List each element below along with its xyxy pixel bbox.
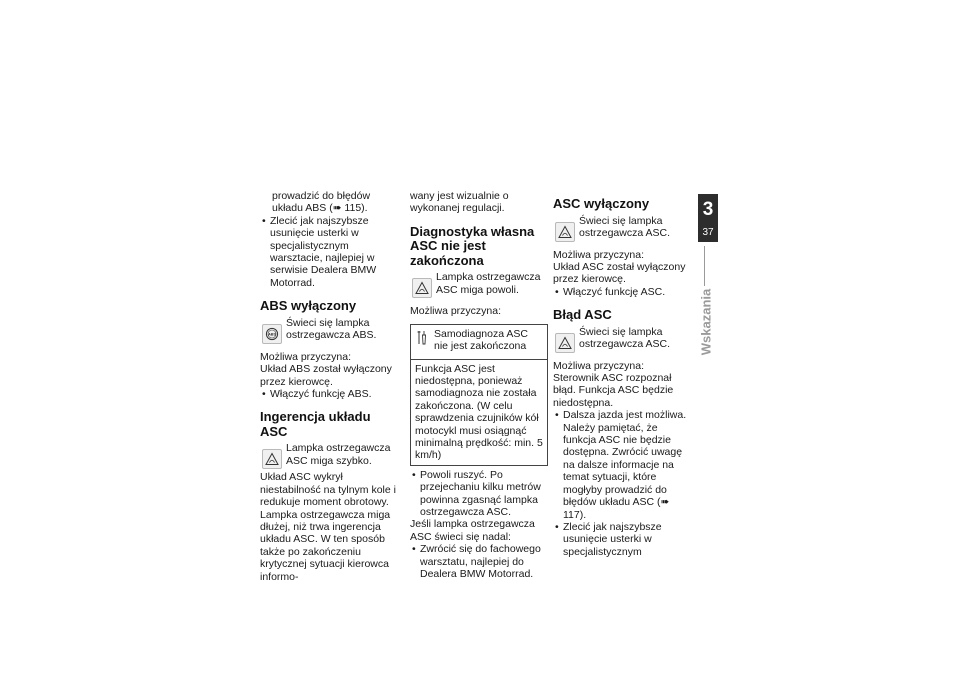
bullet-item: • Zwrócić się do fachowego warsztatu, najlepiej do Dealera BMW Motorrad. bbox=[410, 543, 550, 580]
asc-warning-icon bbox=[412, 278, 432, 298]
asc-warning-icon bbox=[555, 222, 575, 242]
column-1 bbox=[260, 190, 400, 583]
abs-warning-icon bbox=[262, 324, 282, 344]
section-heading-asc-off: ASC wyłączony bbox=[553, 196, 650, 211]
wrench-screwdriver-icon bbox=[416, 330, 430, 353]
svg-text:ABS: ABS bbox=[268, 332, 276, 337]
lamp-text: Świeci się lampka ostrzegawcza ASC. bbox=[579, 214, 671, 239]
asc-warning-icon bbox=[555, 333, 575, 353]
page-number: 37 bbox=[702, 227, 714, 238]
column-3 bbox=[553, 190, 693, 558]
paragraph: prowadzić do błędów układu ABS (➠ 115). bbox=[272, 190, 371, 215]
paragraph: wany jest wizualnie o wykonanej regulacji. bbox=[410, 190, 509, 215]
warning-lamp-asc bbox=[410, 271, 550, 298]
chapter-number-tab: 3 bbox=[698, 194, 718, 242]
section-label-text: Wskazania bbox=[698, 288, 714, 356]
bullet-item: • Zlecić jak najszybsze usunięcie usterki w specjalistycznym warsztacie, najlepiej w serwisie Dealera BMW Motorrad. bbox=[260, 215, 400, 289]
info-box bbox=[410, 324, 548, 466]
asc-warning-icon bbox=[262, 449, 282, 469]
section-heading-asc-diagnosis: Diagnostyka własna ASC nie jest zakończona bbox=[410, 223, 535, 268]
cause-label: Możliwa przyczyna: bbox=[553, 248, 645, 261]
bullet-item: • Włączyć funkcję ASC. bbox=[553, 286, 693, 298]
bullet-item: • Dalsza jazda jest możliwa. Należy pamiętać, że funkcja ASC nie będzie dostępna. Zwrócić uwagę na dalsze informacje na temat sytuacji, które mogłyby prowadzić do błędów układu ASC (➠ 117). bbox=[553, 409, 693, 521]
cause-text: Układ ASC został wyłączony przez kierowcę. bbox=[553, 260, 686, 286]
lamp-text: Lampka ostrzegawcza ASC miga szybko. bbox=[286, 442, 391, 467]
paragraph: Układ ASC wykrył niestabilność na tylnym kole i redukuje moment obrotowy. Lampka ostrzegawcza miga dłużej, niż trwa ingerencja układu ASC. W ten sposób także po zakończeniu krytycznej sytuacji kierowca informo- bbox=[260, 471, 396, 583]
column-2 bbox=[410, 190, 550, 580]
section-heading-asc-error: Błąd ASC bbox=[553, 307, 612, 323]
divider bbox=[704, 246, 705, 286]
warning-lamp-asc bbox=[260, 442, 400, 469]
bullet-item: • Zlecić jak najszybsze usunięcie usterki w specjalistycznym bbox=[553, 521, 693, 558]
warning-lamp-abs bbox=[260, 317, 400, 344]
bullet-item: • Powoli ruszyć. Po przejechaniu kilku metrów powinna zgasnąć lampka ostrzegawcza ASC. bbox=[410, 469, 550, 519]
lamp-text: Lampka ostrzegawcza ASC miga powoli. bbox=[436, 271, 541, 296]
section-heading-asc-intervention: Ingerencja układu ASC bbox=[260, 409, 371, 439]
info-box-title: Samodiagnoza ASC nie jest zakończona bbox=[434, 327, 528, 353]
cause-label: Możliwa przyczyna: bbox=[553, 359, 645, 372]
lamp-text: Świeci się lampka ostrzegawcza ABS. bbox=[286, 316, 377, 342]
info-box-text: Funkcja ASC jest niedostępna, ponieważ samodiagnoza nie została zakończona. (W celu sprawdzenia czujników kół motocykl musi osiągnąć minimalną prędkość: min. 5 km/h) bbox=[415, 362, 543, 462]
warning-lamp-asc bbox=[553, 215, 693, 242]
cause-label: Możliwa przyczyna: bbox=[410, 305, 502, 318]
warning-lamp-asc bbox=[553, 326, 693, 353]
paragraph: Jeśli lampka ostrzegawcza ASC świeci się nadal: bbox=[410, 518, 535, 543]
info-box-header bbox=[411, 325, 547, 360]
section-heading-abs-off: ABS wyłączony bbox=[260, 298, 357, 314]
cause-label: Możliwa przyczyna: bbox=[260, 350, 352, 363]
bullet-item: • Włączyć funkcję ABS. bbox=[260, 388, 400, 400]
cause-text: Układ ABS został wyłączony przez kierowcę. bbox=[260, 363, 392, 388]
lamp-text: Świeci się lampka ostrzegawcza ASC. bbox=[579, 325, 671, 351]
side-section-label bbox=[686, 288, 726, 356]
cause-text: Sterownik ASC rozpoznał błąd. Funkcja ASC będzie niedostępna. bbox=[553, 372, 674, 409]
